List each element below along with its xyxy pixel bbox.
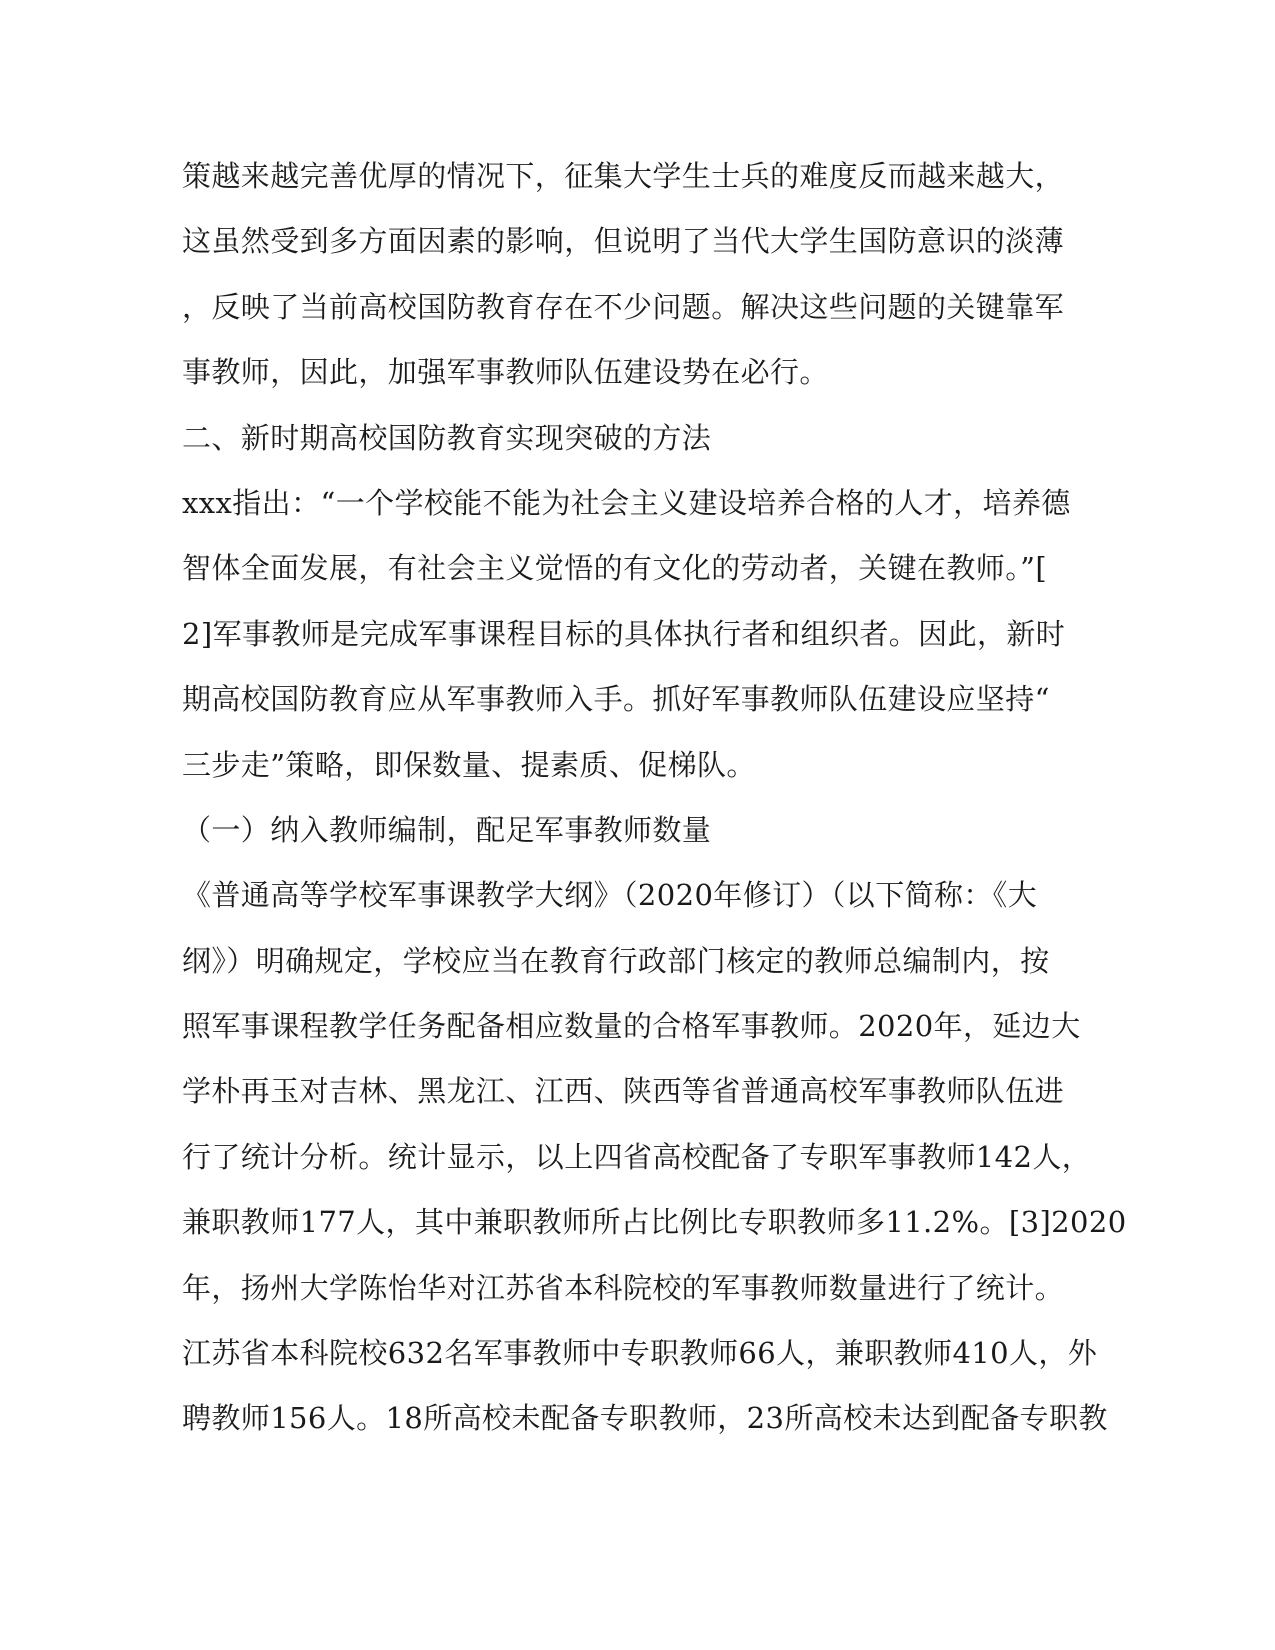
text-line: 期高校国防教育应从军事教师入手。抓好军事教师队伍建设应坚持“ — [182, 682, 1050, 717]
text-line: 这虽然受到多方面因素的影响，但说明了当代大学生国防意识的淡薄 — [182, 224, 1065, 259]
text-line: 兼职教师177人，其中兼职教师所占比例比专职教师多11.2%。[3]2020 — [182, 1205, 1127, 1240]
text-line: 《普通高等学校军事课教学大纲》（2020年修订）（以下简称：《大 — [182, 878, 1038, 913]
text-line: xxx指出：“一个学校能不能为社会主义建设培养合格的人才，培养德 — [182, 485, 1071, 520]
text-line: 年，扬州大学陈怡华对江苏省本科院校的军事教师数量进行了统计。 — [182, 1270, 1065, 1305]
text-line: 聘教师156人。18所高校未配备专职教师，23所高校未达到配备专职教 — [182, 1401, 1108, 1436]
text-line: 策越来越完善优厚的情况下，征集大学生士兵的难度反而越来越大， — [182, 159, 1065, 193]
text-line: 三步走”策略，即保数量、提素质、促梯队。 — [182, 747, 756, 782]
text-line: 江苏省本科院校632名军事教师中专职教师66人，兼职教师410人，外 — [182, 1336, 1098, 1371]
text-line: 照军事课程教学任务配备相应数量的合格军事教师。2020年，延边大 — [182, 1009, 1081, 1044]
text-line: 智体全面发展，有社会主义觉悟的有文化的劳动者，关键在教师。”[ — [182, 551, 1048, 586]
text-line: 纲》）明确规定，学校应当在教育行政部门核定的教师总编制内，按 — [182, 943, 1050, 978]
text-line: 行了统计分析。统计显示，以上四省高校配备了专职军事教师142人， — [182, 1139, 1092, 1174]
section-heading: 二、新时期高校国防教育实现突破的方法 — [182, 420, 712, 455]
text-line: 2]军事教师是完成军事课程目标的具体执行者和组织者。因此，新时 — [182, 616, 1066, 651]
text-line: 学朴再玉对吉林、黑龙江、江西、陕西等省普通高校军事教师队伍进 — [182, 1074, 1065, 1109]
text-line: ，反映了当前高校国防教育存在不少问题。解决这些问题的关键靠军 — [182, 289, 1065, 324]
document-body — [182, 153, 1127, 1461]
text-line: 事教师，因此，加强军事教师队伍建设势在必行。 — [182, 355, 829, 390]
subsection-heading: （一）纳入教师编制，配足军事教师数量 — [182, 812, 712, 847]
